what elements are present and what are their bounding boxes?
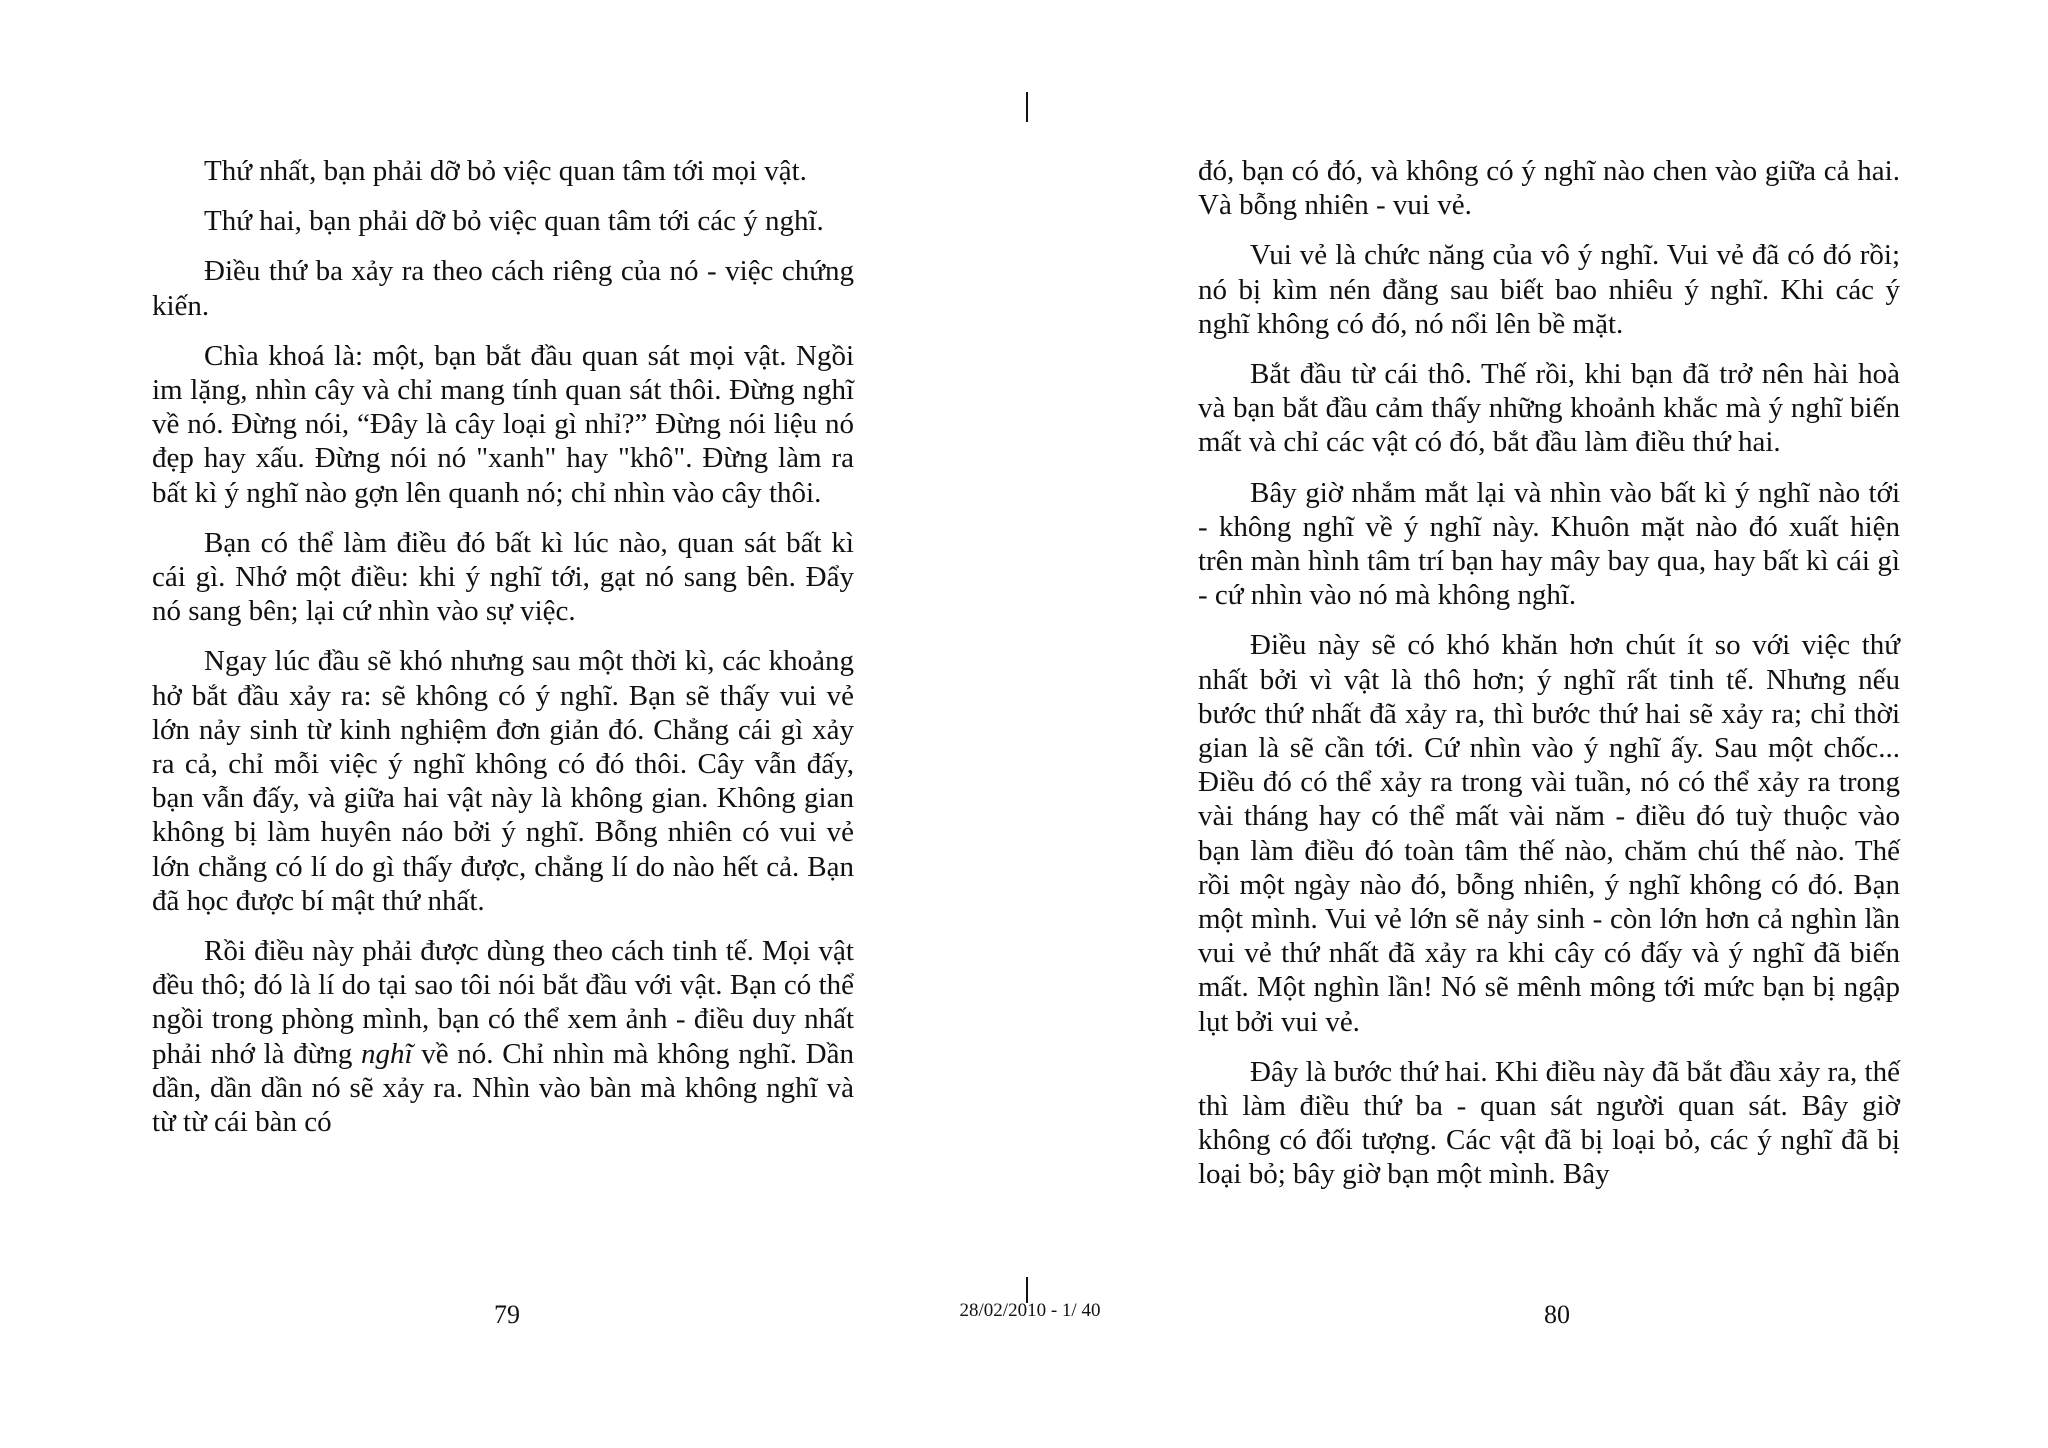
paragraph: Bạn có thể làm điều đó bất kì lúc nào, quan sát bất kì cái gì. Nhớ một điều: khi ý nghĩ tới, gạt nó sang bên. Đẩy nó sang bên; lại cứ nhìn vào sự việc. [152, 526, 854, 628]
emphasized-word: nghĩ [361, 1037, 413, 1070]
paragraph: Chìa khoá là: một, bạn bắt đầu quan sát mọi vật. Ngồi im lặng, nhìn cây và chỉ mang tính quan sát thôi. Đừng nghĩ về nó. Đừng nói, “Đây là cây loại gì nhỉ?” Đừng nói liệu nó đẹp hay xấu. Đừng nói nó "xanh" hay "khô". Đừng làm ra bất kì ý nghĩ nào gợn lên quanh nó; chỉ nhìn vào cây thôi. [152, 339, 854, 509]
paragraph: Vui vẻ là chức năng của vô ý nghĩ. Vui vẻ đã có đó rồi; nó bị kìm nén đằng sau biết bao nhiêu ý nghĩ. Khi các ý nghĩ không có đó, nó nổi lên bề mặt. [1198, 239, 1900, 340]
right-page-number: 80 [1544, 1300, 1570, 1329]
paragraph: Điều này sẽ có khó khăn hơn chút ít so với việc thứ nhất bởi vì vật là thô hơn; ý nghĩ rất tinh tế. Nhưng nếu bước thứ nhất đã xảy ra, thì bước thứ hai sẽ xảy ra; chỉ thời gian là sẽ cần tới. Cứ nhìn vào ý nghĩ ấy. Sau một chốc... Điều đó có thể xảy ra trong vài tuần, nó có thể xảy ra trong vài tháng hay có thể mất vài năm - điều đó tuỳ thuộc vào bạn làm điều đó toàn tâm thế nào, chăm chú thế nào. Thế rồi một ngày nào đó, bỗng nhiên, ý nghĩ không có đó. Bạn một mình. Vui vẻ lớn sẽ nảy sinh - còn lớn hơn cả nghìn lần vui vẻ thứ nhất đã xảy ra khi cây có đấy và ý nghĩ đã biến mất. Một nghìn lần! Nó sẽ mênh mông tới mức bạn bị ngập lụt bởi vui vẻ. [1198, 629, 1900, 1038]
paragraph: Thứ nhất, bạn phải dỡ bỏ việc quan tâm tới mọi vật. [204, 155, 807, 187]
paragraph: Ngay lúc đầu sẽ khó nhưng sau một thời kì, các khoảng hở bắt đầu xảy ra: sẽ không có ý nghĩ. Bạn sẽ thấy vui vẻ lớn nảy sinh từ kinh nghiệm đơn giản đó. Chẳng cái gì xảy ra cả, chỉ mỗi việc ý nghĩ không có đó thôi. Cây vẫn đấy, bạn vẫn đấy, và giữa hai vật này là không gian. Không gian không bị làm huyên náo bởi ý nghĩ. Bỗng nhiên có vui vẻ lớn chẳng có lí do gì thấy được, chẳng lí do nào hết cả. Bạn đã học được bí mật thứ nhất. [152, 645, 854, 917]
left-page-number: 79 [494, 1300, 520, 1329]
footer-date-page: 28/02/2010 - 1/ 40 [959, 1300, 1101, 1321]
paragraph: Điều thứ ba xảy ra theo cách riêng của nó - việc chứng kiến. [152, 255, 854, 322]
paragraph: Đây là bước thứ hai. Khi điều này đã bắt đầu xảy ra, thế thì làm điều thứ ba - quan sát người quan sát. Bây giờ không có đối tượng. Các vật đã bị loại bỏ, các ý nghĩ đã bị loại bỏ; bây giờ bạn một mình. Bây [1198, 1055, 1900, 1191]
center-fold-mark-top [1026, 92, 1028, 122]
paragraph: Thứ hai, bạn phải dỡ bỏ việc quan tâm tới các ý nghĩ. [204, 205, 824, 238]
paragraph [152, 934, 854, 1139]
paragraph-text: về nó. Chỉ nhìn mà không nghĩ. Dần dần, dần dần nó sẽ xảy ra. Nhìn vào bàn mà không nghĩ và từ từ cái bàn có [152, 1037, 854, 1139]
paragraph-continued: đó, bạn có đó, và không có ý nghĩ nào chen vào giữa cả hai. Và bỗng nhiên - vui vẻ. [1198, 155, 1900, 222]
paragraph: Bắt đầu từ cái thô. Thế rồi, khi bạn đã trở nên hài hoà và bạn bắt đầu cảm thấy những khoảnh khắc mà ý nghĩ biến mất và chỉ các vật có đó, bắt đầu làm điều thứ hai. [1198, 358, 1900, 459]
paragraph: Bây giờ nhắm mắt lại và nhìn vào bất kì ý nghĩ nào tới - không nghĩ về ý nghĩ này. Khuôn mặt nào đó xuất hiện trên màn hình tâm trí bạn hay mây bay qua, hay bất kì cái gì - cứ nhìn vào nó mà không nghĩ. [1198, 476, 1900, 612]
right-page-text [1198, 154, 1900, 1208]
left-page-text [152, 154, 854, 1155]
paragraph-text: Rồi điều này phải được dùng theo cách tinh tế. Mọi vật đều thô; đó là lí do tại sao tôi nói bắt đầu với vật. Bạn có thể ngồi trong phòng mình, bạn có thể xem ảnh - điều duy nhất phải nhớ là đừng [152, 935, 854, 1070]
